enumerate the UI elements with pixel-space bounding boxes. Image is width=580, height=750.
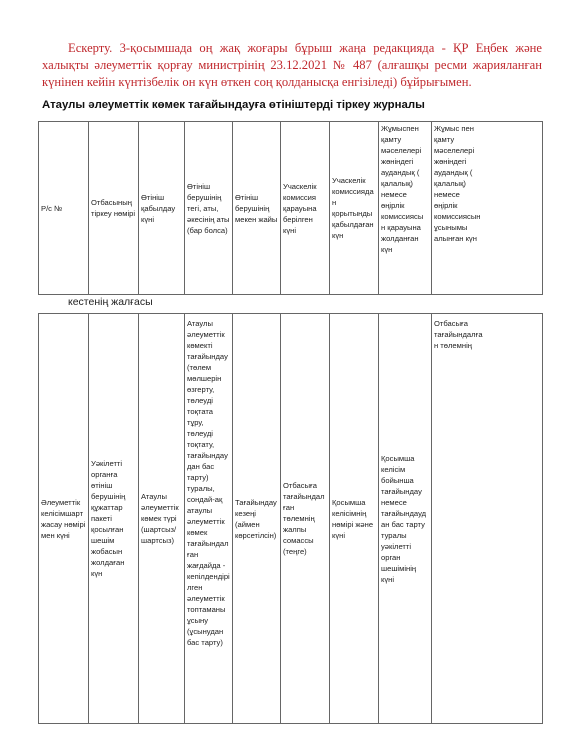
registration-journal-table xyxy=(38,121,543,295)
registration-journal-table-continued xyxy=(38,313,543,724)
header-cell-index: Р/с № xyxy=(39,122,89,295)
header-cell-applicant-name: Өтініш берушінің тегі, аты, әкесінің аты (бар болса) xyxy=(185,122,233,295)
header-cell-assignment-period: Тағайындау кезеңі (аймен көрсетілсін) xyxy=(233,314,281,724)
header-cell-total-payment-amount: Отбасыға тағайындалған төлемнің жалпы сомассы (теңге) xyxy=(281,314,330,724)
header-cell-aid-decision: Атаулы әлеуметтік көмекті тағайындау (төлем мөлшерін өзгерту, төлеуді тоқтата тұру, төлеуді тоқтату, тағайындаудан бас тарту) туралы, сондай-ақ атаулы әлеуметтік көмек тағайындалған жағдайда - кепілдендірілген әлеуметтік топтаманы ұсыну (ұсынудан бас тарту) xyxy=(185,314,233,724)
table-header-row xyxy=(39,122,543,295)
header-cell-application-date: Өтініш қабылдау күні xyxy=(139,122,185,295)
header-cell-supplementary-agreement: Қосымша келісімнің нөмірі және күні xyxy=(330,314,379,724)
header-cell-family-reg-number: Отбасының тіркеу нөмірі xyxy=(89,122,139,295)
journal-title: Атаулы әлеуметтік көмек тағайындауға өтініштерді тіркеу журналы xyxy=(42,99,425,111)
header-cell-employment-commission-sent-date: Жұмыспен қамту мәселелері жөніндегі аудандық ( қалалық) немесе өңірлік комиссиясы н қарауына жолданған күн xyxy=(379,122,432,295)
header-cell-social-contract: Әлеуметтік келісімшарт жасау нөмірі мен күні xyxy=(39,314,89,724)
amendment-note: Ескерту. 3-қосымшада оң жақ жоғары бұрыш жаңа редакцияда - ҚР Еңбек және халықты әлеуметтік қорғау министрінің 23.12.2021 № 487 (алғашқы ресми жарияланған күнінен кейін күнтізбелік он күн өткен соң қолданысқа енгізіледі) бұйрығымен. xyxy=(42,41,542,89)
header-cell-decision-draft-sent-date: Уәкілетті органға өтініш берушінің құжаттар пакеті қосылған шешім жобасын жолдаған күн xyxy=(89,314,139,724)
header-cell-aid-type: Атаулы әлеуметтік көмек түрі (шартсыз/ шартсыз) xyxy=(139,314,185,724)
header-cell-employment-commission-recommendation-date: Жұмыс пен қамту мәселелері жөніндегі аудандық ( қалалық) немесе өңірлік комиссиясын ұсынымы алынған күн xyxy=(432,122,543,295)
header-cell-family-payment: Отбасыға тағайындалған төлемнің xyxy=(432,314,543,724)
header-cell-commission-conclusion-date: Учаскелік комиссияда н қорытынды қабылдаған күн xyxy=(330,122,379,295)
header-cell-applicant-address: Өтініш берушінің мекен жайы xyxy=(233,122,281,295)
table-header-row xyxy=(39,314,543,724)
header-cell-commission-submit-date: Учаскелік комиссия қарауына берілген күні xyxy=(281,122,330,295)
table-continuation-label: кестенің жалғасы xyxy=(68,296,153,308)
header-cell-supplementary-decision-date: Қосымша келісім бойынша тағайындау немесе тағайындаудан бас тарту туралы уәкілетті орган шешімінің күні xyxy=(379,314,432,724)
